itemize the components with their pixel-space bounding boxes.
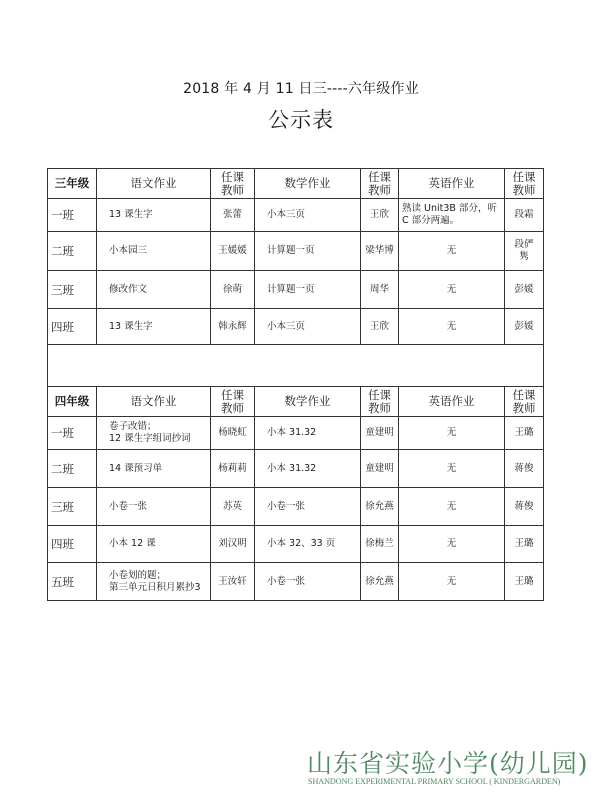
- table-row: [48, 417, 544, 450]
- chinese-homework-cell: 小卷划的题； 第三单元日积月累抄3: [97, 563, 211, 601]
- school-logo-english: SHANDONG EXPERIMENTAL PRIMARY SCHOOL ( KINDERGARDEN): [308, 777, 561, 786]
- header-chinese: 语文作业: [97, 169, 211, 199]
- english-teacher-cell: 彭媛: [505, 271, 544, 309]
- spacer-row: [48, 345, 544, 387]
- math-homework-cell: 小本三页: [255, 199, 361, 232]
- english-homework-cell: 无: [399, 309, 505, 345]
- math-teacher-cell: 王欣: [361, 199, 399, 232]
- header-teacher: 任课 教师: [505, 169, 544, 199]
- header-english: 英语作业: [399, 169, 505, 199]
- english-homework-cell: 无: [399, 271, 505, 309]
- math-homework-cell: 小本 32、33 页: [255, 526, 361, 563]
- table-row: [48, 232, 544, 271]
- english-teacher-cell: 段俨 隽: [505, 232, 544, 271]
- chinese-homework-cell: 13 课生字: [97, 199, 211, 232]
- chinese-teacher-cell: 杨莉莉: [211, 450, 255, 488]
- header-math: 数学作业: [255, 387, 361, 417]
- table-row: [48, 450, 544, 488]
- document-title: 2018 年 4 月 11 日三----六年级作业: [183, 81, 419, 97]
- grade4-header-row: [48, 387, 544, 417]
- math-homework-cell: 计算题一页: [255, 271, 361, 309]
- math-teacher-cell: 徐梅兰: [361, 526, 399, 563]
- chinese-homework-cell: 小卷一张: [97, 488, 211, 526]
- class-name-cell: 三班: [48, 488, 97, 526]
- class-name-cell: 三班: [48, 271, 97, 309]
- header-teacher: 任课 教师: [505, 387, 544, 417]
- header-english: 英语作业: [399, 387, 505, 417]
- grade-label: 四年级: [48, 387, 97, 417]
- math-teacher-cell: 王欣: [361, 309, 399, 345]
- math-teacher-cell: 徐允燕: [361, 488, 399, 526]
- english-homework-cell: 无: [399, 232, 505, 271]
- class-name-cell: 四班: [48, 309, 97, 345]
- chinese-teacher-cell: 张蕾: [211, 199, 255, 232]
- english-teacher-cell: 王璐: [505, 563, 544, 601]
- english-homework-cell: 无: [399, 526, 505, 563]
- school-logo-text: 山东省实验小学(幼儿园): [307, 749, 589, 778]
- table-row: [48, 309, 544, 345]
- english-homework-cell: 无: [399, 488, 505, 526]
- class-name-cell: 二班: [48, 232, 97, 271]
- header-math: 数学作业: [255, 169, 361, 199]
- english-homework-cell: 无: [399, 563, 505, 601]
- english-teacher-cell: 段霜: [505, 199, 544, 232]
- chinese-homework-cell: 卷子改错； 12 课生字组词抄词: [97, 417, 211, 450]
- chinese-teacher-cell: 苏英: [211, 488, 255, 526]
- class-name-cell: 四班: [48, 526, 97, 563]
- chinese-teacher-cell: 杨晓虹: [211, 417, 255, 450]
- chinese-teacher-cell: 徐萌: [211, 271, 255, 309]
- grade3-header-row: [48, 169, 544, 199]
- chinese-homework-cell: 13 课生字: [97, 309, 211, 345]
- grade-label: 三年级: [48, 169, 97, 199]
- math-homework-cell: 小卷一张: [255, 563, 361, 601]
- class-name-cell: 一班: [48, 199, 97, 232]
- math-teacher-cell: 梁华博: [361, 232, 399, 271]
- english-homework-cell: 无: [399, 417, 505, 450]
- chinese-homework-cell: 14 课预习单: [97, 450, 211, 488]
- english-homework-cell: 熟读 Unit3B 部分，听 C 部分两遍。: [399, 199, 505, 232]
- chinese-homework-cell: 小本园三: [97, 232, 211, 271]
- table-row: [48, 271, 544, 309]
- spacer-cell: [48, 345, 544, 387]
- chinese-homework-cell: 小本 12 课: [97, 526, 211, 563]
- table-row: [48, 526, 544, 563]
- class-name-cell: 二班: [48, 450, 97, 488]
- english-teacher-cell: 王璐: [505, 526, 544, 563]
- english-homework-cell: 无: [399, 450, 505, 488]
- header-teacher: 任课 教师: [211, 169, 255, 199]
- math-teacher-cell: 童建明: [361, 450, 399, 488]
- chinese-homework-cell: 修改作文: [97, 271, 211, 309]
- math-homework-cell: 小本三页: [255, 309, 361, 345]
- table-row: [48, 488, 544, 526]
- class-name-cell: 五班: [48, 563, 97, 601]
- header-teacher: 任课 教师: [211, 387, 255, 417]
- chinese-teacher-cell: 王媛媛: [211, 232, 255, 271]
- table-row: [48, 199, 544, 232]
- math-homework-cell: 小卷一张: [255, 488, 361, 526]
- math-teacher-cell: 徐允燕: [361, 563, 399, 601]
- math-homework-cell: 小本 31.32: [255, 450, 361, 488]
- document-subtitle: 公示表: [268, 108, 334, 132]
- math-homework-cell: 小本 31.32: [255, 417, 361, 450]
- english-teacher-cell: 蒋俊: [505, 488, 544, 526]
- english-teacher-cell: 彭媛: [505, 309, 544, 345]
- chinese-teacher-cell: 刘汉明: [211, 526, 255, 563]
- chinese-teacher-cell: 王汝轩: [211, 563, 255, 601]
- english-teacher-cell: 蒋俊: [505, 450, 544, 488]
- class-name-cell: 一班: [48, 417, 97, 450]
- homework-table: [47, 168, 544, 601]
- chinese-teacher-cell: 韩永辉: [211, 309, 255, 345]
- header-teacher: 任课 教师: [361, 169, 399, 199]
- math-homework-cell: 计算题一页: [255, 232, 361, 271]
- english-teacher-cell: 王璐: [505, 417, 544, 450]
- math-teacher-cell: 周华: [361, 271, 399, 309]
- table-row: [48, 563, 544, 601]
- header-chinese: 语文作业: [97, 387, 211, 417]
- math-teacher-cell: 童建明: [361, 417, 399, 450]
- header-teacher: 任课 教师: [361, 387, 399, 417]
